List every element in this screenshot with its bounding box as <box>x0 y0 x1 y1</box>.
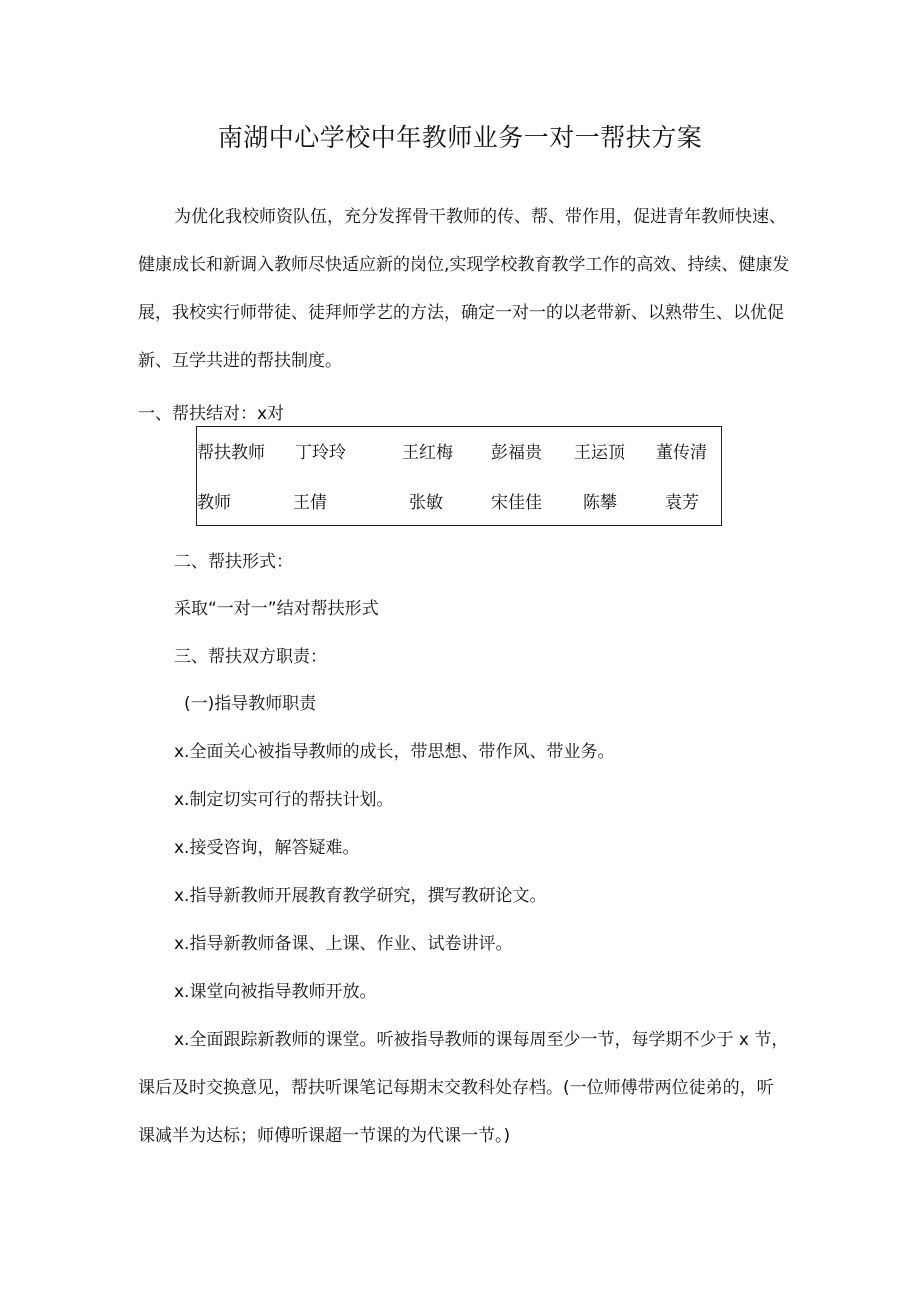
table-cell: 丁玲玲 <box>295 443 346 463</box>
table-cell: 彭福贵 <box>491 443 542 463</box>
table-cell: 王倩 <box>293 493 327 513</box>
table-row <box>197 491 721 515</box>
duty-item: x.课堂向被指导教师开放。 <box>174 982 377 1002</box>
table-cell: 王红梅 <box>402 443 453 463</box>
form-heading: 二、帮扶形式： <box>174 552 293 572</box>
duty-item: x.指导新教师备课、上课、作业、试卷讲评。 <box>174 934 513 954</box>
document-title: 南湖中心学校中年教师业务一对一帮扶方案 <box>217 123 703 152</box>
duty-item: x.全面跟踪新教师的课堂。听被指导教师的课每周至少一节，每学期不少于 x 节，课后及时交换意见，帮扶听课笔记每期末交教科处存档。(一位师傅带两位徒弟的，听课减半为达标；师傅听课超一节课的为代课一节。) <box>138 1030 789 1146</box>
pairing-table <box>196 426 722 526</box>
duty-item: x.接受咨询，解答疑难。 <box>174 838 360 858</box>
table-row <box>197 441 721 465</box>
table-cell: 陈攀 <box>583 493 617 513</box>
table-cell: 宋佳佳 <box>491 493 542 513</box>
table-cell: 董传清 <box>656 443 707 463</box>
table-cell: 王运顶 <box>574 443 625 463</box>
intro-paragraph: 为优化我校师资队伍，充分发挥骨干教师的传、帮、带作用，促进青年教师快速、健康成长和新调入教师尽快适应新的岗位,实现学校教育教学工作的高效、持续、健康发展，我校实行师带徒、徒拜师学艺的方法，确定一对一的以老带新、以熟带生、以优促新、互学共进的帮扶制度。 <box>138 207 790 371</box>
duties-heading: 三、帮扶双方职责： <box>174 647 327 667</box>
table-cell: 教师 <box>197 493 231 513</box>
mentor-duties-subheading: (一)指导教师职责 <box>184 694 317 714</box>
table-cell: 帮扶教师 <box>197 443 265 463</box>
duty-item: x.制定切实可行的帮扶计划。 <box>174 790 394 810</box>
duty-item: x.全面关心被指导教师的成长，带思想、带作风、带业务。 <box>174 742 615 762</box>
form-text: 采取“一对一”结对帮扶形式 <box>174 599 379 619</box>
duty-item: x.指导新教师开展教育教学研究，撰写教研论文。 <box>174 886 547 906</box>
table-cell: 张敏 <box>409 493 443 513</box>
pairing-heading: 一、帮扶结对：x对 <box>138 404 285 424</box>
table-cell: 袁芳 <box>665 493 699 513</box>
